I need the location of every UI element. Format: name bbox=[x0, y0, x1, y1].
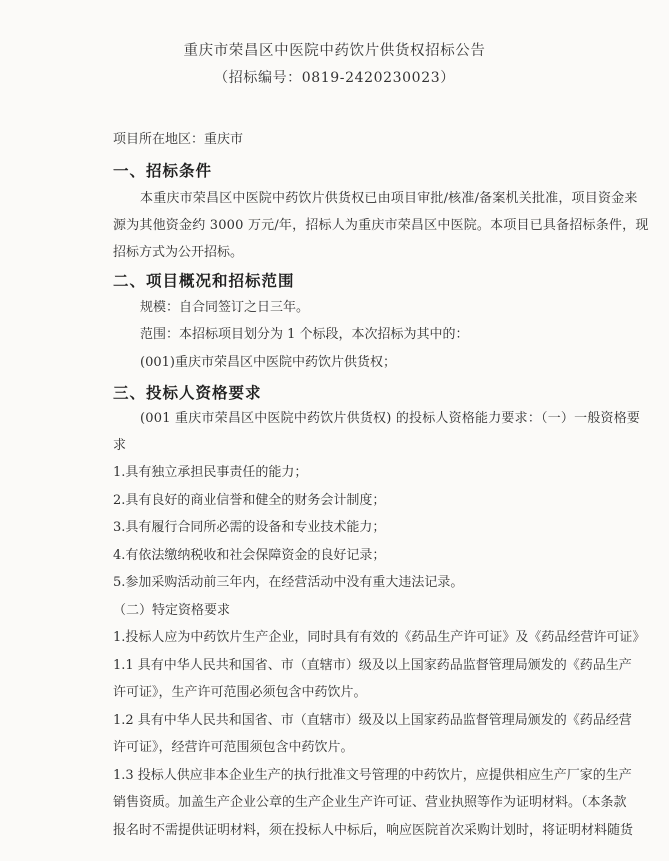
section-1-line: 招标方式为公开招标。 bbox=[113, 245, 244, 260]
section-2-line: 范围：本招标项目划分为 1 个标段，本次招标为其中的： bbox=[140, 327, 469, 342]
general-requirement: 4.有依法缴纳税收和社会保障资金的良好记录； bbox=[113, 548, 386, 563]
section-1-line: 源为其他资金约 3000 万元/年，招标人为重庆市荣昌区中医院。本项目已具备招标条件，现 bbox=[113, 218, 649, 233]
general-requirement: 3.具有履行合同所必需的设备和专业技术能力； bbox=[113, 520, 386, 535]
special-requirement: 1.1 具有中华人民共和国省、市（直辖市）级及以上国家药品监督管理局颁发的《药品生产 bbox=[113, 658, 632, 673]
tender-number: （招标编号：0819-2420230023） bbox=[214, 70, 455, 86]
document-title: 重庆市荣昌区中医院中药饮片供货权招标公告 bbox=[183, 43, 486, 59]
section-1-line: 本重庆市荣昌区中医院中药饮片供货权已由项目审批/核准/备案机关批准，项目资金来 bbox=[140, 191, 638, 206]
special-requirement: 许可证》，经营许可范围须包含中药饮片。 bbox=[113, 740, 354, 755]
special-requirement: 许可证》，生产许可范围必须包含中药饮片。 bbox=[113, 685, 367, 700]
general-requirement: 2.具有良好的商业信誉和健全的财务会计制度； bbox=[113, 493, 386, 508]
section-2-line: (001)重庆市荣昌区中医院中药饮片供货权； bbox=[140, 355, 396, 370]
project-region: 项目所在地区：重庆市 bbox=[113, 132, 244, 147]
section-3-intro: 求 bbox=[113, 438, 127, 453]
general-requirement: 5.参加采购活动前三年内，在经营活动中没有重大违法记录。 bbox=[113, 575, 464, 590]
section-2-line: 规模：自合同签订之日三年。 bbox=[140, 300, 310, 315]
section-3-intro: (001 重庆市荣昌区中医院中药饮片供货权) 的投标人资格能力要求：（一）一般资格要 bbox=[140, 411, 641, 426]
special-requirement: 1.3 投标人供应非本企业生产的执行批准文号管理的中药饮片，应提供相应生产厂家的生产 bbox=[113, 768, 632, 783]
special-requirement: 1.2 具有中华人民共和国省、市（直辖市）级及以上国家药品监督管理局颁发的《药品经营 bbox=[113, 713, 632, 728]
section-2-heading: 二、项目概况和招标范围 bbox=[113, 272, 295, 290]
section-3-heading: 三、投标人资格要求 bbox=[113, 384, 262, 402]
special-requirement: 销售资质。加盖生产企业公章的生产企业生产许可证、营业执照等作为证明材料。（本条款 bbox=[113, 795, 627, 810]
section-1-heading: 一、招标条件 bbox=[113, 162, 213, 180]
special-requirement: 1.投标人应为中药饮片生产企业，同时具有有效的《药品生产许可证》及《药品经营许可证》 bbox=[113, 630, 646, 645]
special-requirements-heading: （二）特定资格要求 bbox=[113, 603, 231, 618]
general-requirement: 1.具有独立承担民事责任的能力； bbox=[113, 465, 308, 480]
special-requirement: 报名时不需提供证明材料，须在投标人中标后，响应医院首次采购计划时，将证明材料随货 bbox=[113, 823, 634, 838]
